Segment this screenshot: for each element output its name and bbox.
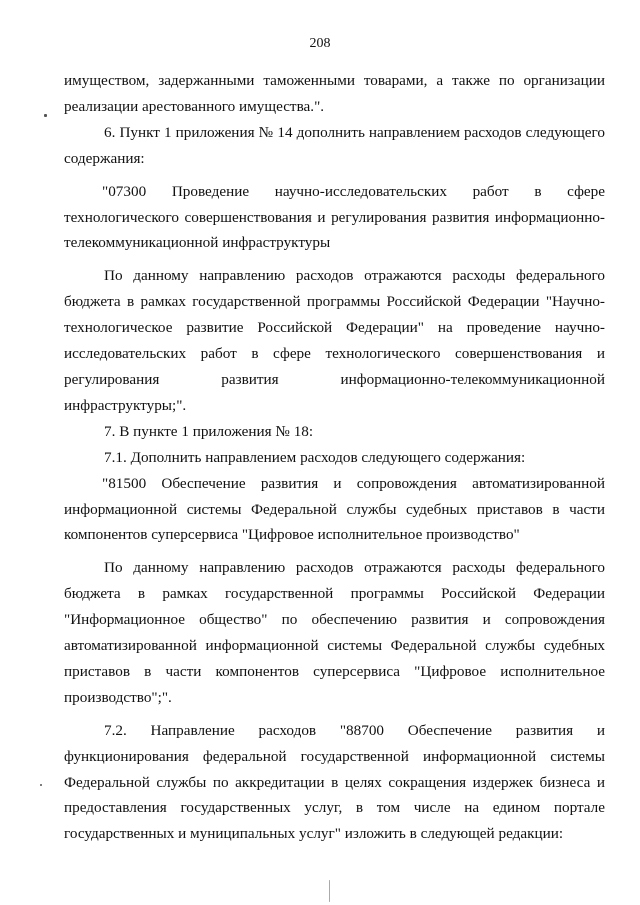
paragraph-expense-81500-description: По данному направлению расходов отражаются расходы федерального бюджета в рамках государственной программы Российской Федерации "Информационное общество" по обеспечению развития и сопровождения автоматизированной информационной системы Федеральной службы судебных приставов в части компонентов суперсервиса "Цифровое исполнительное производство";". — [64, 559, 605, 706]
paragraph-expense-07300-description: По данному направлению расходов отражаются расходы федерального бюджета в рамках государственной программы Российской Федерации "Научно-технологическое развитие Российской Федерации" на проведение научно-исследовательских работ в сфере технологического совершенствования и регулирования развития информационно-телекоммуникационной инфраструктуры;". — [64, 267, 605, 414]
paragraph-expense-81500: "81500 Обеспечение развития и сопровождения автоматизированной информационной системы Федеральной службы судебных приставов в части компонентов суперсервиса "Цифровое исполнительное производство" — [64, 474, 605, 544]
paragraph-item-7-1: 7.1. Дополнить направлением расходов следующего содержания: — [104, 448, 526, 466]
scan-line — [329, 880, 330, 902]
scan-speck — [40, 784, 42, 786]
paragraph-item-6: 6. Пункт 1 приложения № 14 дополнить направлением расходов следующего содержания: — [64, 123, 605, 167]
document-body — [64, 68, 605, 847]
paragraph-item-7: 7. В пункте 1 приложения № 18: — [104, 422, 314, 440]
page-number: 208 — [309, 36, 331, 51]
paragraph-item-7-2: 7.2. Направление расходов "88700 Обеспечение развития и функционирования федеральной государственной информационной системы Федеральной службы по аккредитации в целях сокращения издержек бизнеса и предоставления государственных услуг, в том числе на едином портале государственных и муниципальных услуг" изложить в следующей редакции: — [64, 721, 605, 843]
paragraph-expense-07300: "07300 Проведение научно-исследовательских работ в сфере технологического совершенствования и регулирования развития информационно-телекоммуникационной инфраструктуры — [64, 182, 605, 252]
paragraph-continuation: имуществом, задержанными таможенными товарами, а также по организации реализации арестованного имущества.". — [64, 72, 605, 115]
scan-speck — [44, 114, 47, 117]
